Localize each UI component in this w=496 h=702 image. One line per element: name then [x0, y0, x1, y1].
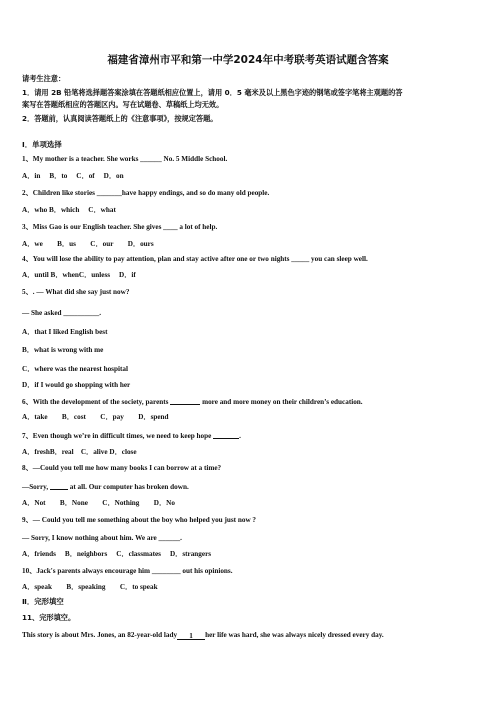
question-7-stem: [22, 431, 241, 441]
question-5-option-a: A．that I liked English best: [22, 328, 108, 336]
question-10-stem: 10、Jack's parents always encourage him ________ out his opinions.: [22, 567, 233, 575]
question-7-blank: [213, 431, 239, 439]
question-9-options: A．friends B．neighbors C．classmates D．strangers: [22, 550, 212, 558]
question-8-reply-before-blank: —Sorry,: [22, 483, 49, 491]
question-8-stem: 8、—Could you tell me how many books I can borrow at a time?: [22, 464, 222, 472]
question-3-options: A．we B．us C．our D．ours: [22, 240, 154, 248]
question-6-blank: [170, 397, 200, 405]
passage-before-blank: This story is about Mrs. Jones, an 82-year-old lady: [22, 631, 178, 639]
question-10-options: A．speak B．speaking C．to speak: [22, 583, 158, 591]
question-9-stem: 9、— Could you tell me something about the boy who helped you just now ?: [22, 516, 257, 524]
question-7-stem-before-blank: 7、Even though we’re in difficult times, we need to keep hope: [22, 432, 212, 440]
question-6-stem: [22, 397, 363, 407]
question-6-stem-after-blank: more and more money on their children’s education.: [202, 398, 363, 406]
question-1-options: A．in B．to C．of D．on: [22, 172, 124, 180]
question-7-stem-after-blank: .: [239, 432, 241, 440]
question-4-stem: 4、You will lose the ability to pay attention, plan and stay active after one or two nights _____ you can sleep well.: [22, 255, 368, 263]
passage-after-blank: her life was hard, she was always nicely dressed every day.: [205, 631, 384, 639]
question-5-option-d: D．if I would go shopping with her: [22, 381, 131, 389]
passage-line-1: [22, 631, 384, 640]
question-1-stem: 1、My mother is a teacher. She works ______ No. 5 Middle School.: [22, 155, 228, 163]
page-title: 福建省漳州市平和第一中学2024年中考联考英语试题含答案: [107, 54, 389, 66]
question-4-options: A．until B．whenC．unless D．if: [22, 271, 136, 279]
question-5-reply: — She asked __________.: [22, 309, 102, 317]
notice-heading: 请考生注意：: [22, 74, 66, 83]
section-2-heading: Ⅱ．完形填空: [22, 597, 64, 606]
notice-item-1-line-1: 1．请用 2B 铅笔将选择题答案涂填在答题纸相应位置上，请用 0．5 毫米及以上黑色字迹的钢笔或签字笔将主观题的答: [22, 88, 403, 97]
notice-item-1-line-2: 案写在答题纸相应的答题区内。写在试题卷、草稿纸上均无效。: [22, 100, 224, 109]
question-2-options: A．who B．which C．what: [22, 206, 116, 214]
question-3-stem: 3、Miss Gao is our English teacher. She gives ____ a lot of help.: [22, 223, 218, 231]
section-1-heading: Ⅰ．单项选择: [22, 140, 62, 149]
question-5-option-b: B．what is wrong with me: [22, 346, 104, 354]
question-8-reply-after-blank: at all. Our computer has broken down.: [69, 483, 189, 491]
question-8-blank: [50, 482, 68, 490]
question-11-heading: 11、完形填空。: [22, 613, 76, 622]
question-7-options: A．freshB．real C．alive D．close: [22, 448, 137, 456]
question-8-reply: [22, 482, 189, 492]
passage-blank-1: 1: [177, 632, 205, 640]
question-2-stem: 2、Children like stories _______have happy endings, and so do many old people.: [22, 189, 270, 197]
question-6-stem-before-blank: 6、With the development of the society, parents: [22, 398, 169, 406]
question-5-stem: 5、. — What did she say just now?: [22, 288, 130, 296]
notice-item-2: 2．答题前，认真阅读答题纸上的《注意事项》，按规定答题。: [22, 114, 218, 123]
question-9-reply: — Sorry, I know nothing about him. We are ______.: [22, 534, 182, 542]
question-5-option-c: C．where was the nearest hospital: [22, 365, 128, 373]
question-6-options: A．take B．cost C．pay D．spend: [22, 413, 169, 421]
question-8-options: A．Not B．None C．Nothing D．No: [22, 499, 175, 507]
